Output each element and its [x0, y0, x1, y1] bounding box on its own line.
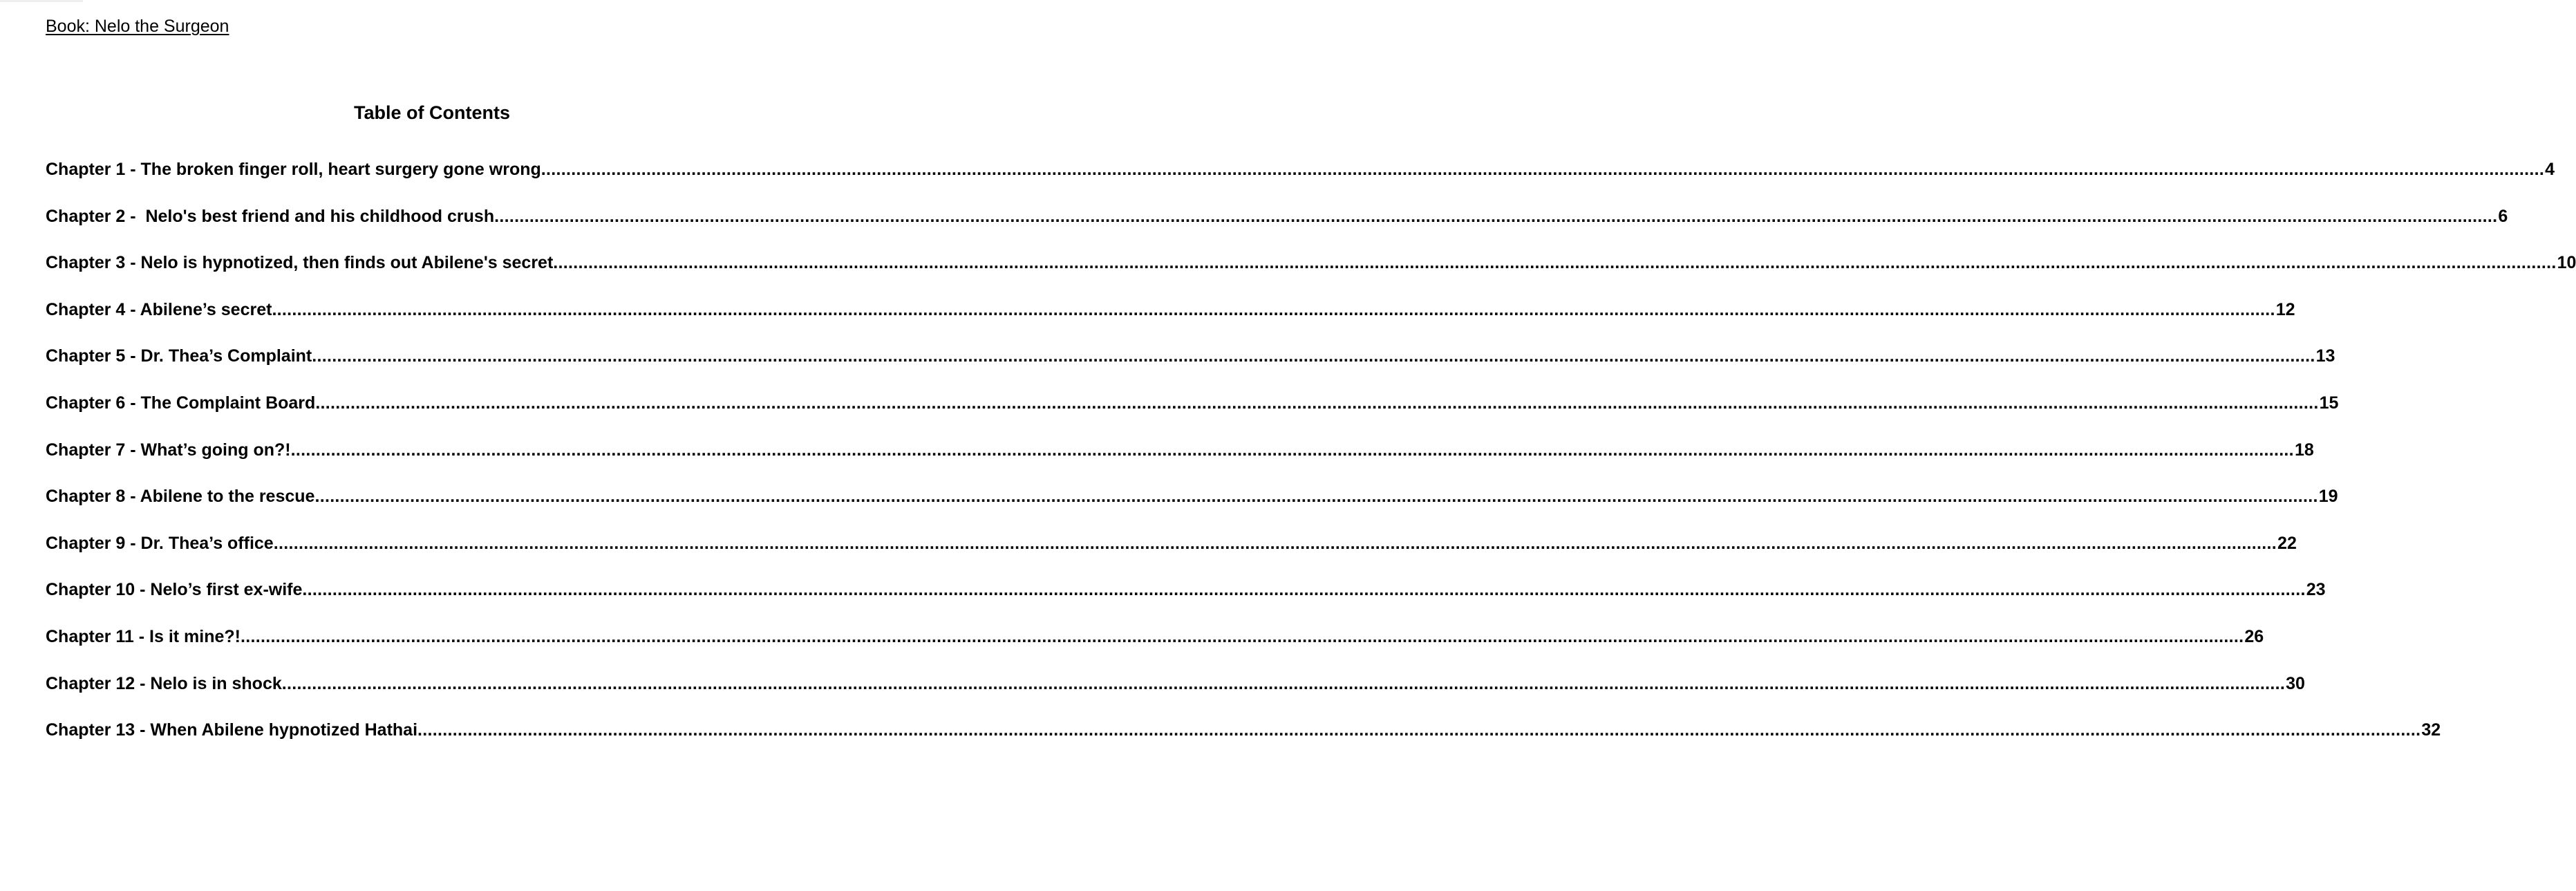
toc-dot-leader: ................................................................................................................................................................................................................................................................................................................................................................................................................ — [241, 627, 2244, 646]
toc-entry[interactable] — [46, 158, 2555, 180]
toc-dot-leader: ................................................................................................................................................................................................................................................................................................................................................................................................................ — [312, 346, 2315, 366]
toc-entry-page: 15 — [2319, 393, 2339, 413]
toc-entry[interactable] — [46, 299, 2295, 321]
toc-entry-page: 18 — [2294, 440, 2314, 460]
toc-entry-title: Chapter 12 - Nelo is in shock — [46, 674, 282, 693]
toc-entry-title: Chapter 11 - Is it mine?! — [46, 627, 241, 646]
toc-entry-title: Chapter 10 - Nelo’s first ex-wife — [46, 580, 303, 599]
toc-entry-page: 22 — [2277, 534, 2297, 553]
toc-entry[interactable] — [46, 392, 2339, 414]
toc-dot-leader: ................................................................................................................................................................................................................................................................................................................................................................................................................ — [290, 440, 2294, 460]
toc-dot-leader: ................................................................................................................................................................................................................................................................................................................................................................................................................ — [494, 207, 2498, 226]
toc-entry-title: Chapter 6 - The Complaint Board — [46, 393, 316, 413]
toc-dot-leader: ................................................................................................................................................................................................................................................................................................................................................................................................................ — [281, 674, 2286, 693]
toc-entry-title: Chapter 5 - Dr. Thea’s Complaint — [46, 346, 312, 366]
toc-dot-leader: ................................................................................................................................................................................................................................................................................................................................................................................................................ — [273, 534, 2277, 553]
toc-entry[interactable] — [46, 532, 2297, 554]
toc-dot-leader: ................................................................................................................................................................................................................................................................................................................................................................................................................ — [314, 487, 2318, 506]
toc-dot-leader: ................................................................................................................................................................................................................................................................................................................................................................................................................ — [540, 160, 2545, 179]
toc-entry-page: 4 — [2545, 160, 2555, 179]
toc-entry[interactable] — [46, 485, 2338, 507]
toc-entry-page: 12 — [2275, 300, 2295, 319]
toc-dot-leader: ................................................................................................................................................................................................................................................................................................................................................................................................................ — [417, 720, 2421, 740]
toc-entry[interactable] — [46, 439, 2314, 461]
toc-dot-leader: ................................................................................................................................................................................................................................................................................................................................................................................................................ — [272, 300, 2275, 319]
toc-entry-page: 19 — [2318, 487, 2338, 506]
toc-entry-title: Chapter 13 - When Abilene hypnotized Hathai — [46, 720, 418, 740]
toc-entry-title: Chapter 2 - Nelo's best friend and his childhood crush — [46, 207, 495, 226]
toc-entry[interactable] — [46, 252, 2576, 274]
toc-entry-page: 10 — [2557, 253, 2576, 272]
toc-entry-page: 6 — [2498, 207, 2508, 226]
toc-entry[interactable] — [46, 673, 2305, 695]
toc-entry-title: Chapter 3 - Nelo is hypnotized, then finds out Abilene's secret — [46, 253, 554, 272]
toc-entry[interactable] — [46, 626, 2264, 648]
toc-dot-leader: ................................................................................................................................................................................................................................................................................................................................................................................................................ — [553, 253, 2557, 272]
toc-entry[interactable] — [46, 579, 2326, 601]
toc-entry-title: Chapter 1 - The broken finger roll, heart surgery gone wrong — [46, 160, 541, 179]
toc-entry[interactable] — [46, 205, 2508, 227]
toc-entry-page: 30 — [2286, 674, 2305, 693]
toc-entry-page: 32 — [2421, 720, 2441, 740]
toc-entry-title: Chapter 7 - What’s going on?! — [46, 440, 291, 460]
toc-heading: Table of Contents — [354, 102, 510, 123]
toc-dot-leader: ................................................................................................................................................................................................................................................................................................................................................................................................................ — [302, 580, 2306, 599]
toc-entry-page: 26 — [2244, 627, 2264, 646]
toc-entry-page: 23 — [2306, 580, 2326, 599]
page-edge — [0, 0, 83, 2]
toc-dot-leader: ................................................................................................................................................................................................................................................................................................................................................................................................................ — [315, 393, 2319, 413]
book-title-link[interactable]: Book: Nelo the Surgeon — [46, 17, 229, 36]
toc-entry[interactable] — [46, 719, 2441, 741]
toc-entry-page: 13 — [2315, 346, 2335, 366]
toc-entry-title: Chapter 9 - Dr. Thea’s office — [46, 534, 274, 553]
toc-entry[interactable] — [46, 345, 2335, 367]
toc-entry-title: Chapter 4 - Abilene’s secret — [46, 300, 272, 319]
toc-entry-title: Chapter 8 - Abilene to the rescue — [46, 487, 315, 506]
